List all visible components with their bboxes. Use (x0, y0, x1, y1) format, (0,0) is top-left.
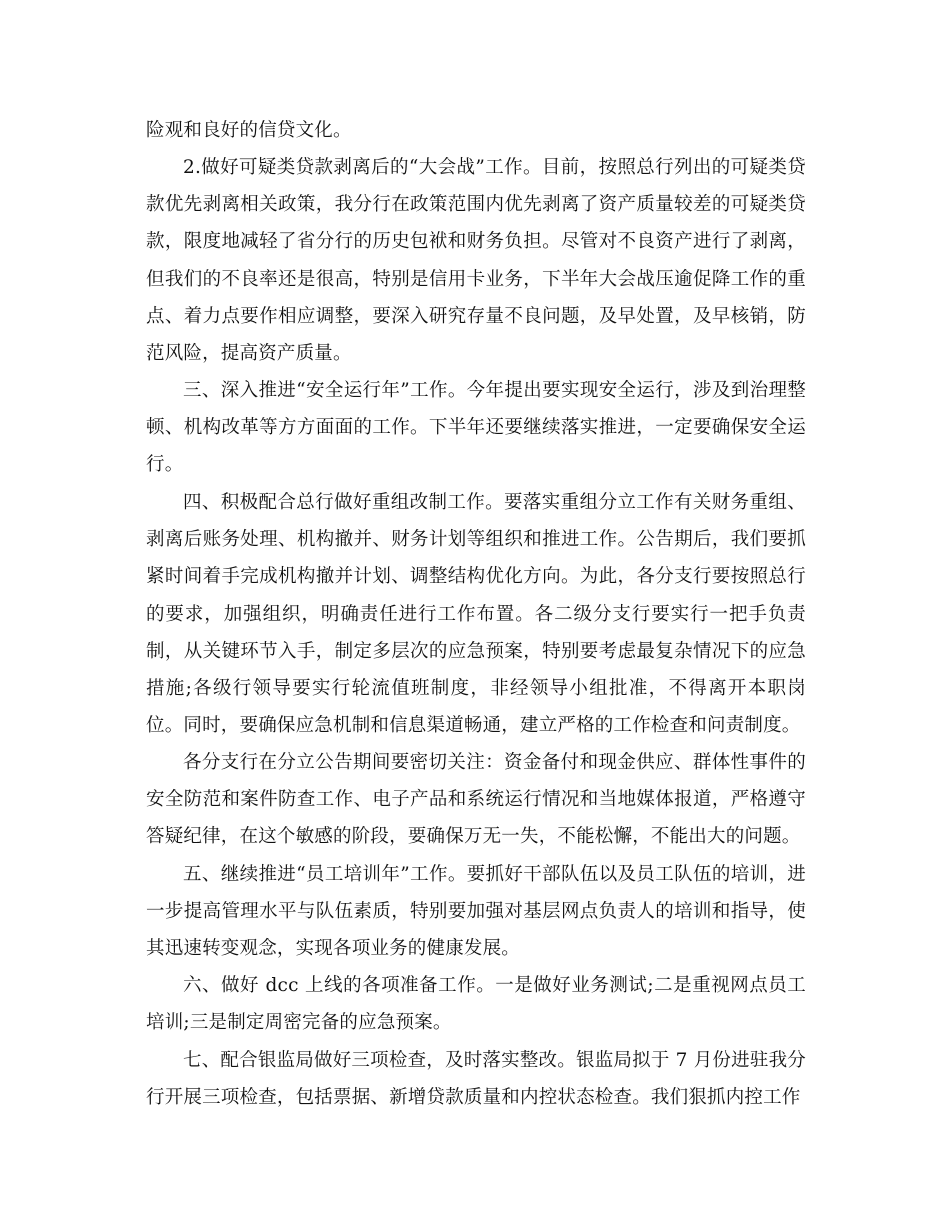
paragraph-cbrc-inspection: 七、配合银监局做好三项检查，及时落实整改。银监局拟于 7 月份进驻我分行开展三项检查，包括票据、新增贷款质量和内控状态检查。我们狠抓内控工作 (146, 1050, 806, 1109)
paragraph-announcement-period: 各分支行在分立公告期间要密切关注：资金备付和现金供应、群体性事件的安全防范和案件防查工作、电子产品和系统运行情况和当地媒体报道，严格遵守答疑纪律，在这个敏感的阶段，要确保万无一失，不能松懈，不能出大的问题。 (146, 752, 806, 848)
paragraph-continuation: 险观和良好的信贷文化。 (146, 120, 352, 141)
paragraph-staff-training: 五、继续推进“员工培训年”工作。要抓好干部队伍以及员工队伍的培训，进一步提高管理水平与队伍素质，特别要加强对基层网点负责人的培训和指导，使其迅速转变观念，实现各项业务的健康发展。 (146, 864, 806, 960)
paragraph-safe-operation: 三、深入推进“安全运行年”工作。今年提出要实现安全运行，涉及到治理整顿、机构改革等方方面面的工作。下半年还要继续落实推进，一定要确保安全运行。 (146, 380, 806, 476)
paragraph-doubtful-loans: 2.做好可疑类贷款剥离后的“大会战”工作。目前，按照总行列出的可疑类贷款优先剥离相关政策，我分行在政策范围内优先剥离了资产质量较差的可疑类贷款，限度地减轻了省分行的历史包袱和财务负担。尽管对不良资产进行了剥离，但我们的不良率还是很高，特别是信用卡业务，下半年大会战压逾促降工作的重点、着力点要作相应调整，要深入研究存量不良问题，及早处置，及早核销，防范风险，提高资产质量。 (146, 157, 806, 365)
paragraph-dcc-launch: 六、做好 dcc 上线的各项准备工作。一是做好业务测试;二是重视网点员工培训;三是制定周密完备的应急预案。 (146, 975, 806, 1034)
paragraph-restructuring: 四、积极配合总行做好重组改制工作。要落实重组分立工作有关财务重组、剥离后账务处理、机构撤并、财务计划等组织和推进工作。公告期后，我们要抓紧时间着手完成机构撤并计划、调整结构优化方向。为此，各分支行要按照总行的要求，加强组织，明确责任进行工作布置。各二级分支行要实行一把手负责制，从关键环节入手，制定多层次的应急预案，特别要考虑最复杂情况下的应急措施;各级行领导要实行轮流值班制度，非经领导小组批准，不得离开本职岗位。同时，要确保应急机制和信息渠道畅通，建立严格的工作检查和问责制度。 (146, 492, 806, 737)
